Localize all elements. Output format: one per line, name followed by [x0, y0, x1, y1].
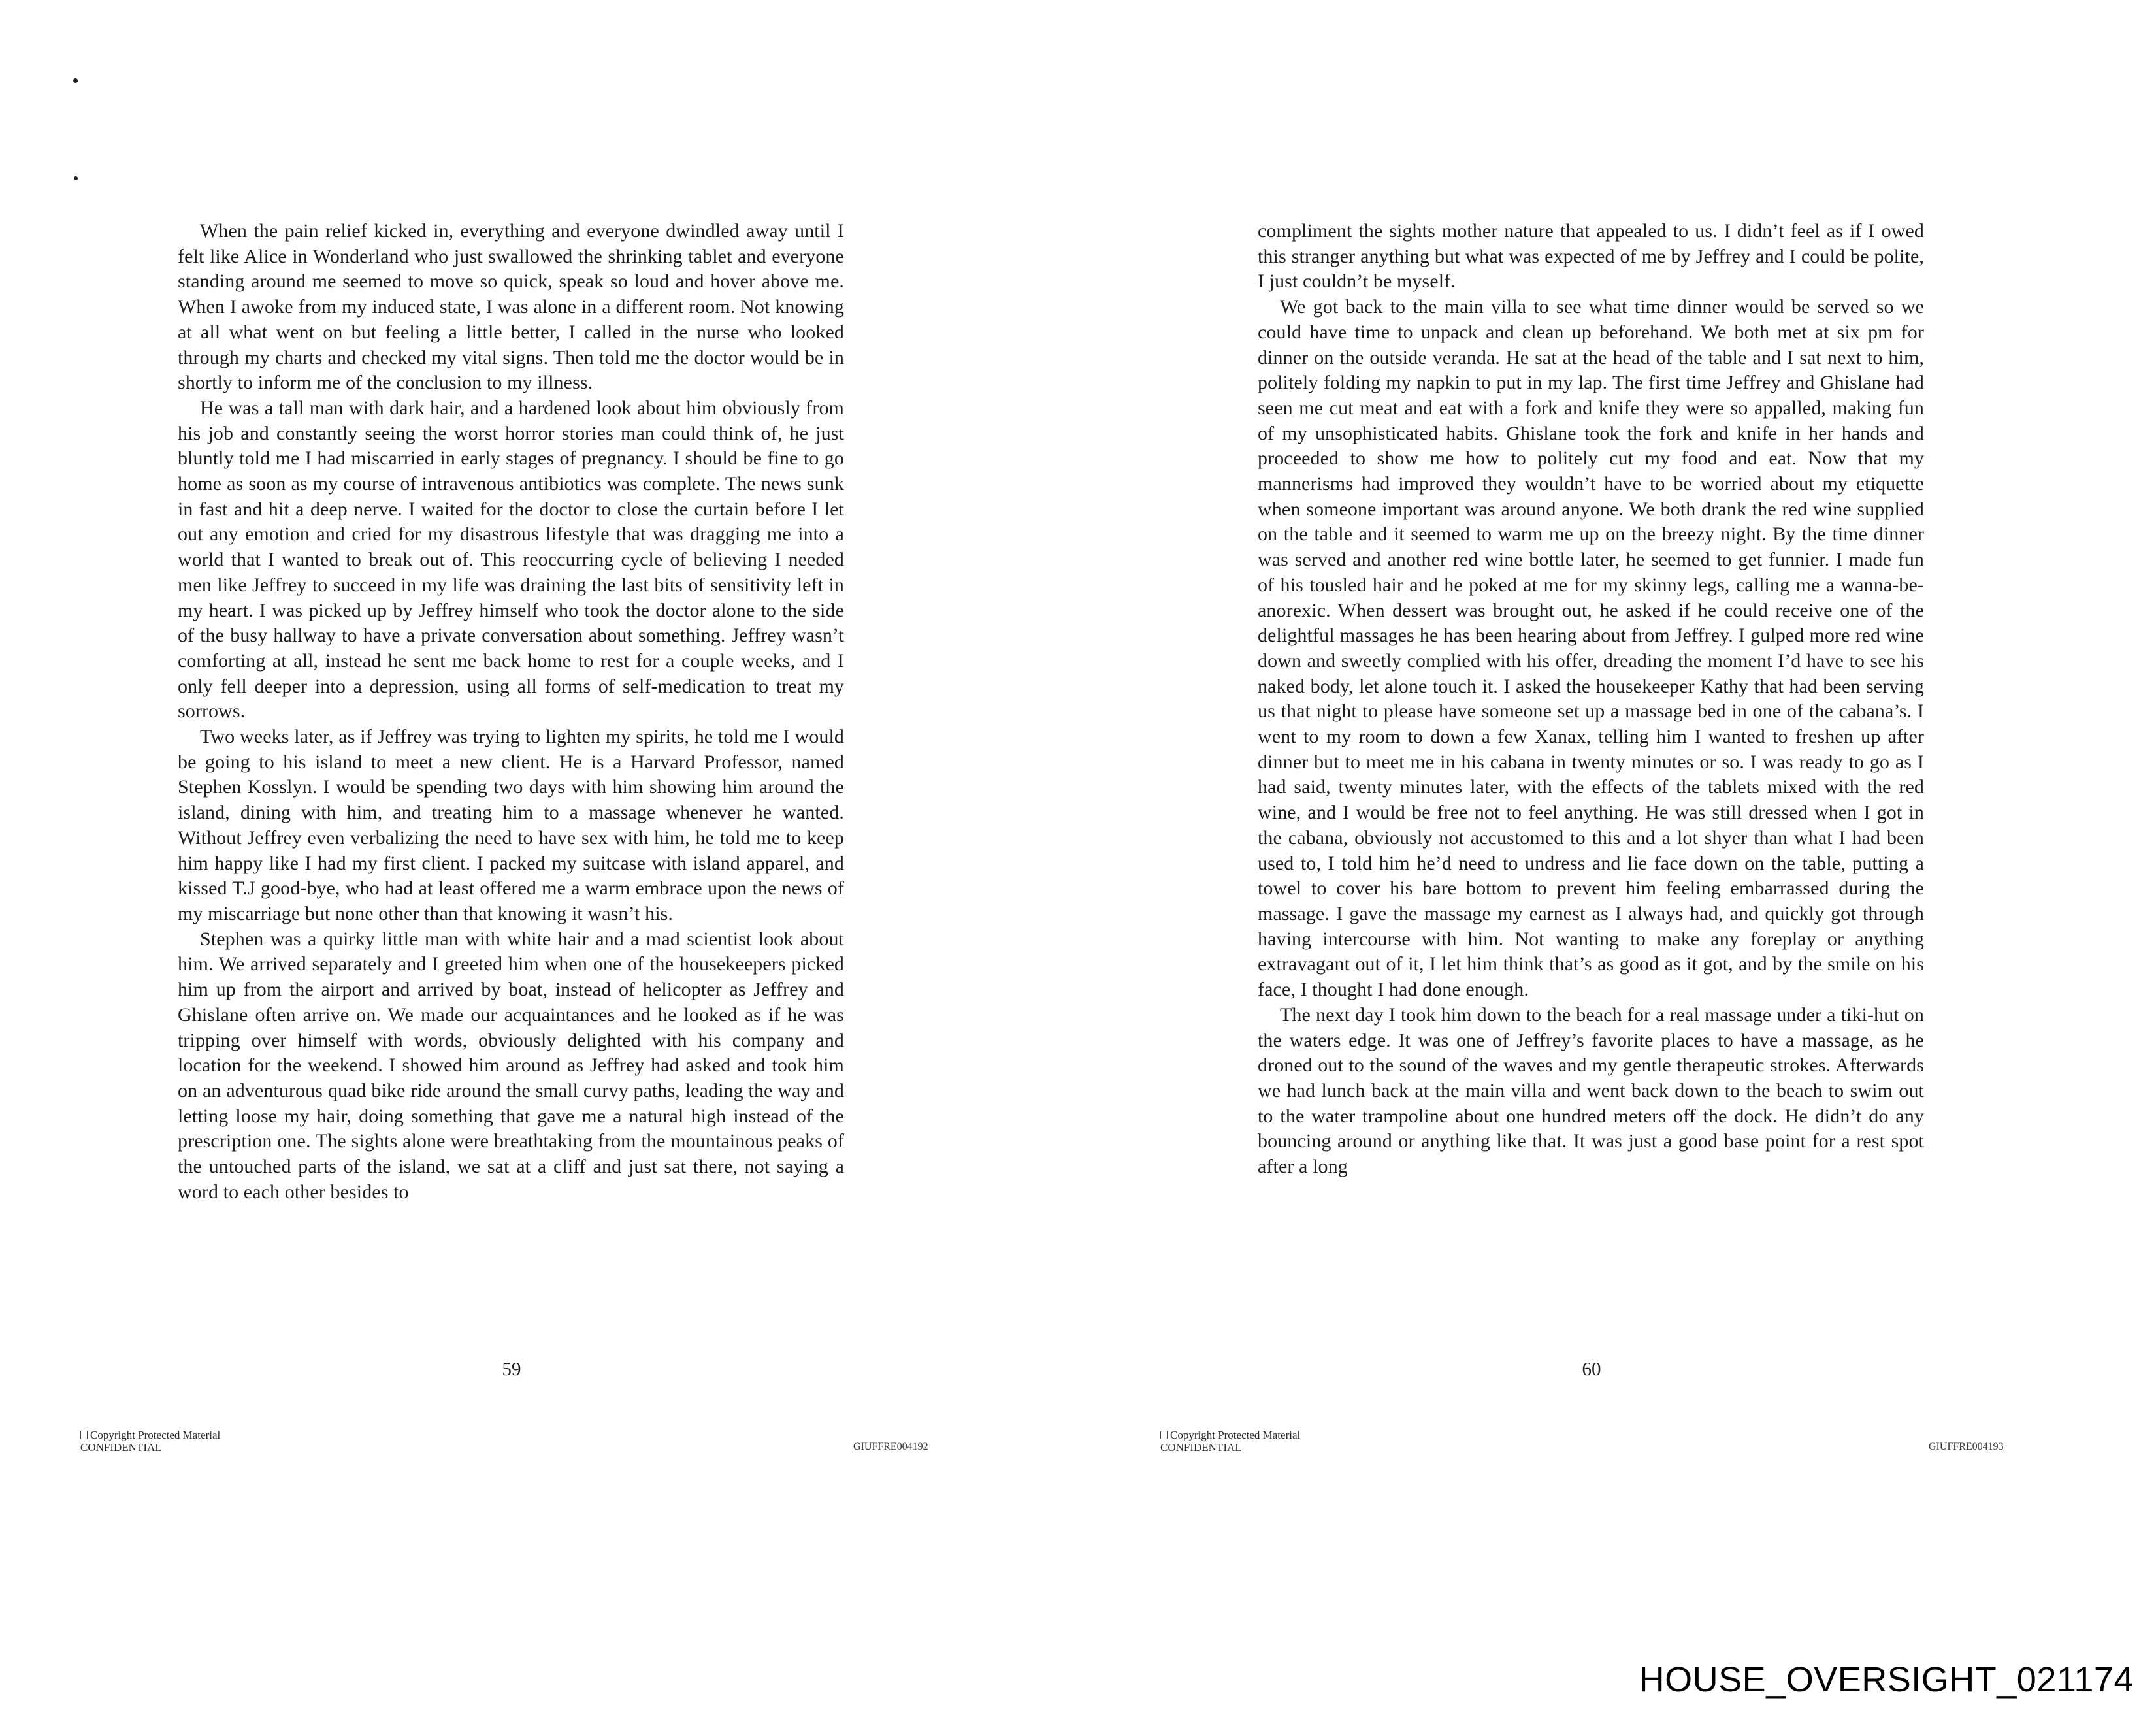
left-page-body: [178, 219, 844, 1205]
confidential-label: CONFIDENTIAL: [1160, 1441, 1242, 1454]
page-number-right: 60: [1582, 1359, 1601, 1380]
right-paragraph: The next day I took him down to the beach for a real massage under a tiki-hut on the waters edge. It was one of Jeffrey’s favorite places to have a massage, as he droned out to the sound of the waves and my gentle therapeutic strokes. Afterwards we had lunch back at the main villa and went back down to the beach to swim out to the water trampoline about one hundred meters off the dock. He didn’t do any bouncing around or anything like that. It was just a good base point for a rest spot after a long: [1258, 1003, 1924, 1178]
bates-number-left: GIUFFRE004192: [853, 1441, 928, 1452]
page-number-left: 59: [502, 1359, 521, 1380]
copyright-notice: Copyright Protected Material: [1170, 1429, 1301, 1441]
oversight-stamp: HOUSE_OVERSIGHT_021174: [1639, 1660, 2134, 1699]
copyright-notice: Copyright Protected Material: [90, 1429, 221, 1441]
scan-speck: [74, 176, 78, 180]
confidential-label: CONFIDENTIAL: [80, 1441, 162, 1454]
left-paragraph: Two weeks later, as if Jeffrey was trying to lighten my spirits, he told me I would be going to his island to meet a new client. He is a Harvard Professor, named Stephen Kosslyn. I would be spending two days with him showing him around the island, dining with him, and treating him to a massage whenever he wanted. Without Jeffrey even verbalizing the need to have sex with him, he told me to keep him happy like I had my first client. I packed my suitcase with island apparel, and kissed T.J good-bye, who had at least offered me a warm embrace upon the news of my miscarriage but none other than that knowing it wasn’t his.: [178, 726, 844, 924]
checkbox-glyph-icon: [80, 1431, 88, 1439]
right-page-body: [1258, 219, 1924, 1180]
footer-right: [1160, 1429, 1300, 1454]
left-paragraph: He was a tall man with dark hair, and a hardened look about him obviously from his job and constantly seeing the worst horror stories man could think of, he just bluntly told me I had miscarried in early stages of pregnancy. I should be fine to go home as soon as my course of intravenous antibiotics was complete. The news sunk in fast and hit a deep nerve. I waited for the doctor to close the curtain before I let out any emotion and cried for my disastrous lifestyle that was dragging me into a world that I wanted to break out of. This reoccurring cycle of believing I needed men like Jeffrey to succeed in my life was draining the last bits of sensitivity left in my heart. I was picked up by Jeffrey himself who took the doctor alone to the side of the busy hallway to have a private conversation about something. Jeffrey wasn’t comforting at all, instead he sent me back home to rest for a couple weeks, and I only fell deeper into a depression, using all forms of self-medication to treat my sorrows.: [178, 397, 844, 723]
left-paragraph: Stephen was a quirky little man with white hair and a mad scientist look about him. We arrived separately and I greeted him when one of the housekeepers picked him up from the airport and arrived by boat, instead of helicopter as Jeffrey and Ghislane often arrive on. We made our acquaintances and he looked as if he was tripping over himself with words, obviously delighted with his company and location for the weekend. I showed him around as Jeffrey had asked and took him on an adventurous quad bike ride around the small curvy paths, leading the way and letting loose my hair, doing something that gave me a natural high instead of the prescription one. The sights alone were breathtaking from the mountainous peaks of the untouched parts of the island, we sat at a cliff and just sat there, not saying a word to each other besides to: [178, 928, 844, 1203]
footer-left: [80, 1429, 220, 1454]
scan-speck: [73, 78, 78, 83]
right-paragraph: We got back to the main villa to see what time dinner would be served so we could have time to unpack and clean up beforehand. We both met at six pm for dinner on the outside veranda. He sat at the head of the table and I sat next to him, politely folding my napkin to put in my lap. The first time Jeffrey and Ghislane had seen me cut meat and eat with a fork and knife they were so appalled, making fun of my unsophisticated habits. Ghislane took the fork and knife in her hands and proceeded to show me how to politely cut my food and eat. Now that my mannerisms had improved they wouldn’t have to be worried about my etiquette when someone important was around anyone. We both drank the red wine supplied on the table and it seemed to warm me up on the breezy night. By the time dinner was served and another red wine bottle later, he seemed to get funnier. I made fun of his tousled hair and he poked at me for my skinny legs, calling me a wanna-be- anorexic. When dessert was brought out, he asked if he could receive one of the delightful massages he has been hearing about from Jeffrey. I gulped more red wine down and sweetly complied with his offer, dreading the moment I’d have to see his naked body, let alone touch it. I asked the housekeeper Kathy that had been serving us that night to please have someone set up a massage bed in one of the cabana’s. I went to my room to down a few Xanax, telling him I wanted to freshen up after dinner but to meet me in his cabana in twenty minutes or so. I was ready to go as I had said, twenty minutes later, with the effects of the tablets mixed with the red wine, and I would be free not to feel anything. He was still dressed when I got in the cabana, obviously not accustomed to this and a lot shyer than what I had been used to, I told him he’d need to undress and lie face down on the table, putting a towel to cover his bare bottom to prevent him feeling embarrassed during the massage. I gave the massage my earnest as I always had, and quickly got through having intercourse with him. Not wanting to make any foreplay or anything extravagant out of it, I let him think that’s as good as it got, and by the smile on his face, I thought I had done enough.: [1258, 296, 1924, 1001]
checkbox-glyph-icon: [1160, 1431, 1168, 1439]
right-continuation: compliment the sights mother nature that appealed to us. I didn’t feel as if I owed this stranger anything but what was expected of me by Jeffrey and I could be polite, I just couldn’t be myself.: [1258, 220, 1924, 293]
bates-number-right: GIUFFRE004193: [1929, 1441, 2004, 1452]
left-paragraph: When the pain relief kicked in, everything and everyone dwindled away until I felt like Alice in Wonderland who just swallowed the shrinking tablet and everyone standing around me seemed to move so quick, speak so loud and hover above me. When I awoke from my induced state, I was alone in a different room. Not knowing at all what went on but feeling a little better, I called in the nurse who looked through my charts and checked my vital signs. Then told me the doctor would be in shortly to inform me of the conclusion to my illness.: [178, 220, 844, 394]
